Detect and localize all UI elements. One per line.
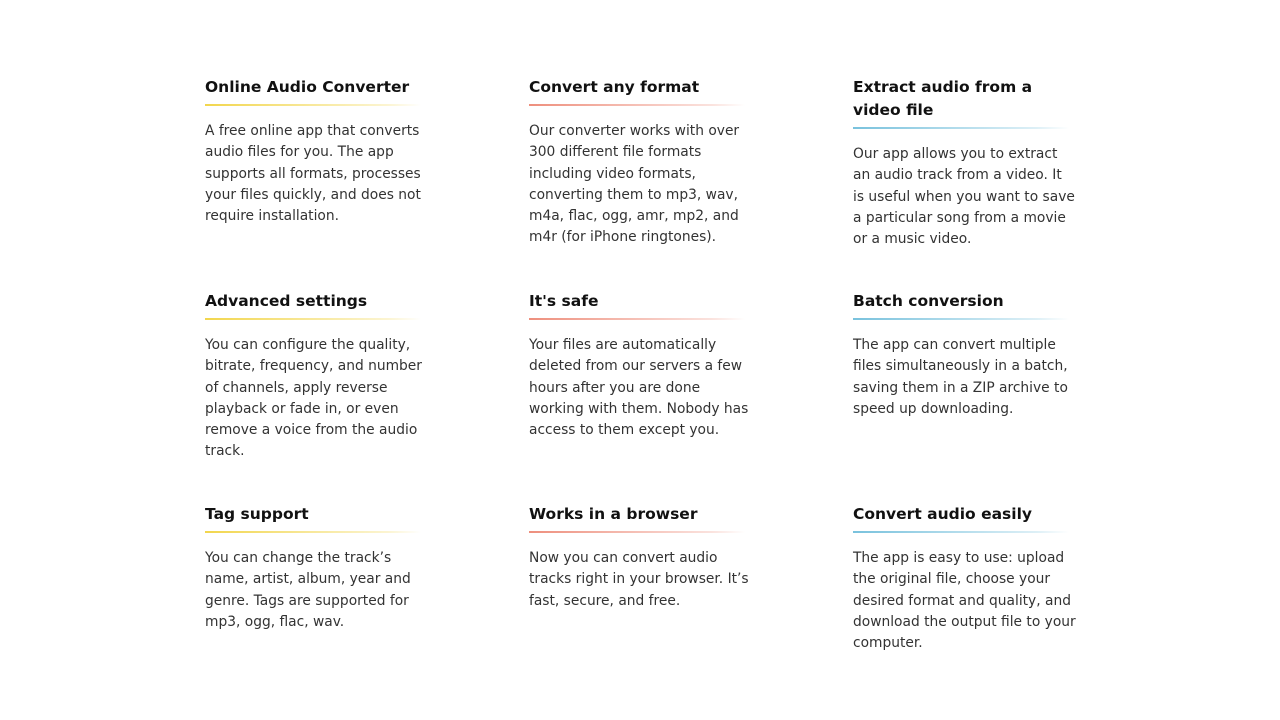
feature-batch-conversion [853,290,1077,420]
feature-advanced-settings [205,290,429,463]
feature-convert-audio-easily [853,503,1077,654]
feature-title: Batch conversion [853,292,1004,310]
feature-title: Works in a browser [529,505,698,523]
feature-underline [853,318,1069,320]
feature-title: Advanced settings [205,292,368,310]
feature-description: Now you can convert audio tracks right in your browser. It’s fast, secure, and free. [529,550,749,609]
feature-description: The app is easy to use: upload the original file, choose your desired format and quality, and download the output file to your computer. [853,550,1076,652]
feature-underline [205,104,421,106]
feature-description: Our app allows you to extract an audio track from a video. It is useful when you want to save a particular song from a movie or a music video. [853,146,1075,248]
feature-description: Your files are automatically deleted from our servers a few hours after you are done working with them. Nobody has access to them except you. [529,337,749,439]
feature-title: It's safe [529,292,599,310]
feature-online-audio-converter [205,76,429,227]
feature-underline [853,127,1069,129]
feature-tag-support [205,503,429,633]
feature-description: You can configure the quality, bitrate, frequency, and number of channels, apply reverse playback or fade in, or even remove a voice from the audio track. [205,337,422,460]
feature-title: Extract audio from a video file [853,78,1033,119]
feature-extract-audio [853,76,1077,250]
feature-underline [529,318,745,320]
feature-convert-any-format [529,76,753,249]
feature-underline [853,531,1069,533]
feature-its-safe [529,290,753,441]
feature-description: A free online app that converts audio files for you. The app supports all formats, processes your files quickly, and does not require installation. [205,123,421,225]
feature-title: Convert audio easily [853,505,1032,523]
feature-underline [529,531,745,533]
feature-title: Tag support [205,505,309,523]
feature-title: Convert any format [529,78,700,96]
feature-underline [205,531,421,533]
feature-title: Online Audio Converter [205,78,410,96]
feature-underline [529,104,745,106]
feature-underline [205,318,421,320]
feature-description: Our converter works with over 300 different file formats including video formats, converting them to mp3, wav, m4a, flac, ogg, amr, mp2, and m4r (for iPhone ringtones). [529,123,740,246]
feature-description: You can change the track’s name, artist, album, year and genre. Tags are supported for mp3, ogg, flac, wav. [205,550,411,630]
feature-description: The app can convert multiple files simultaneously in a batch, saving them in a ZIP archive to speed up downloading. [853,337,1068,417]
feature-works-in-browser [529,503,753,612]
